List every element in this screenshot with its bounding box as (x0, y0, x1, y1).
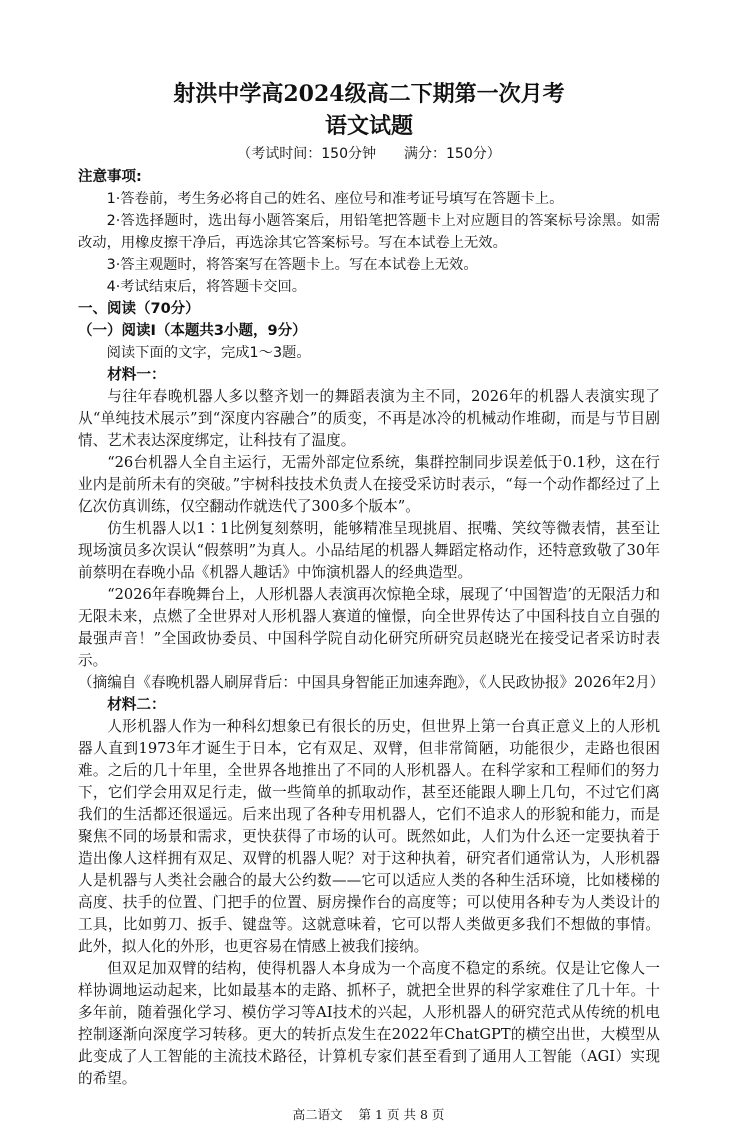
section-heading: 一、阅读（70分） (78, 301, 200, 317)
paragraph: 人形机器人作为一种科幻想象已有很长的历史，但世界上第一台真正意义上的人形机器人直到1973年才诞生于日本，它有双足、双臂，但非常简陋，功能很少，走路也很困难。之后的几十年里，全世界各地推出了不同的人形机器人。在科学家和工程师们的努力下，它们学会用双足行走，做一些简单的抓取动作，甚至还能跟人聊上几句，不过它们离我们的生活都还很遥远。后来出现了各种专用机器人，它们不追求人的形貌和能力，而是聚焦不同的场景和需求，更快获得了市场的认可。既然如此，人们为什么还一定要执着于造出像人这样拥有双足、双臂的机器人呢？对于这种执着，研究者们通常认为，人形机器人是机器与人类社会融合的最大公约数——它可以适应人类的各种生活环境，比如楼梯的高度、扶手的位置、门把手的位置、厨房操作台的高度等；可以使用各种专为人类设计的工具，比如剪刀、扳手、键盘等。这就意味着，它可以帮人类做更多我们不想做的事情。此外，拟人化的外形，也更容易在情感上被我们接纳。 (78, 718, 660, 955)
notice-heading: 注意事项: (78, 169, 142, 185)
footer-subject: 高二语文 (292, 1107, 343, 1122)
exam-time: （考试时间：150分钟 (237, 146, 376, 162)
paragraph: 仿生机器人以1∶1比例复刻蔡明，能够精准呈现挑眉、抿嘴、笑纹等微表情，甚至让现场演员多次误认“假蔡明”为真人。小品结尾的机器人舞蹈定格动作，还特意致敬了30年前蔡明在春晚小品《机器人趣话》中饰演机器人的经典造型。 (78, 520, 660, 581)
exam-score: 满分：150分） (404, 146, 501, 162)
paragraph: “2026年春晚舞台上，人形机器人表演再次惊艳全球，展现了‘中国智造’的无限活力和无限未来，点燃了全世界对人形机器人赛道的憧憬，向全世界传达了中国科技自立自强的最强声音！”全国政协委员、中国科学院自动化研究所研究员赵晓光在接受记者采访时表示。 (78, 586, 660, 669)
footer-page-total: 8 (419, 1107, 428, 1122)
exam-page (78, 0, 665, 1090)
footer-page-mid: 页 共 (386, 1107, 416, 1122)
paragraph: “26台机器人全自主运行，无需外部定位系统，集群控制同步误差低于0.1秒，这在行业内是前所未有的突破。”宇树科技技术负责人在接受采访时表示，“每一个动作都经过了上亿次仿真训练，仅空翻动作就迭代了300多个版本”。 (78, 454, 660, 515)
exam-title: 射洪中学高2024级高二下期第一次月考 (173, 81, 565, 107)
footer-page-prefix: 第 (358, 1107, 372, 1122)
notice-item: 4·考试结束后，将答题卡交回。 (106, 279, 307, 295)
footer-page-suffix: 页 (431, 1107, 445, 1122)
exam-meta (78, 142, 660, 166)
paragraph: 但双足加双臂的结构，使得机器人本身成为一个高度不稳定的系统。仅是让它像人一样协调地运动起来，比如最基本的走路、抓杯子，就把全世界的科学家难住了几十年。十多年前，随着强化学习、模仿学习等AI技术的兴起，人形机器人的研究范式从传统的机电控制逐渐向深度学习转移。更大的转折点发生在2022年ChatGPT的横空出世，大模型从此变成了人工智能的主流技术路径，计算机专家们甚至看到了通用人工智能（AGI）实现的希望。 (78, 960, 660, 1087)
reading-instruction: 阅读下面的文字，完成1～3题。 (106, 345, 311, 361)
paragraph: 与往年春晚机器人多以整齐划一的舞蹈表演为主不同，2026年的机器人表演实现了从“单纯技术展示”到“深度内容融合”的质变，不再是冰冷的机械动作堆砌，而是与节目剧情、艺术表达深度绑定，让科技有了温度。 (78, 388, 660, 449)
page-footer (0, 1106, 737, 1144)
notice-item: 1·答卷前，考生务必将自己的姓名、座位号和准考证号填写在答题卡上。 (106, 191, 564, 207)
notice-item: 3·答主观题时，将答案写在答题卡上。写在本试卷上无效。 (106, 257, 478, 273)
material-1-label: 材料一： (107, 366, 166, 383)
material-2-label: 材料二： (107, 696, 166, 713)
exam-subtitle: 语文试题 (324, 113, 413, 139)
footer-page-number: 1 (375, 1107, 383, 1122)
notice-item: 2·答选择题时，选出每小题答案后，用铅笔把答题卡上对应题目的答案标号涂黑。如需改动，用橡皮擦干净后，再选涂其它答案标号。写在本试卷上无效。 (78, 213, 660, 251)
subsection-heading: （一）阅读Ⅰ（本题共3小题，9分） (78, 323, 307, 339)
material-source: （摘编自《春晚机器人刷屏背后：中国具身智能正加速奔跑》，《人民政协报》2026年2月） (78, 674, 665, 691)
